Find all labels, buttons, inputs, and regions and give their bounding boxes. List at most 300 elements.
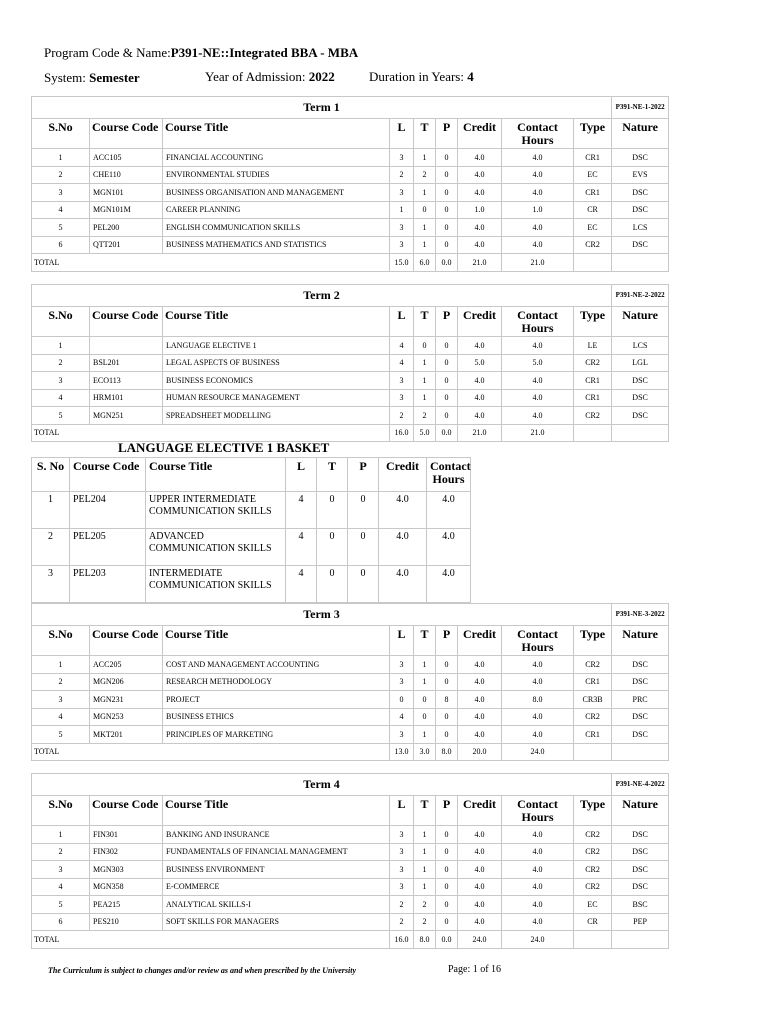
system-value: Semester [89, 70, 140, 85]
table-cell: DSC [612, 826, 669, 844]
column-header: S.No [32, 119, 90, 149]
table-cell: 3 [390, 372, 414, 390]
table-cell: 5.0 [458, 354, 502, 372]
table-row [32, 337, 669, 355]
empty-cell [612, 931, 669, 949]
table-cell: MGN251 [90, 407, 163, 425]
table-cell: LCS [612, 219, 669, 237]
table-row [32, 529, 471, 566]
table-cell: 4.0 [502, 843, 574, 861]
term-title: Term 2 [32, 285, 612, 307]
column-header: L [286, 458, 317, 492]
column-header: Type [574, 307, 612, 337]
column-header: P [436, 626, 458, 656]
table-cell: 2 [414, 913, 436, 931]
table-cell: 4.0 [502, 673, 574, 691]
table-cell: CR1 [574, 149, 612, 167]
table-cell: 4.0 [458, 184, 502, 202]
table-cell: 4.0 [458, 708, 502, 726]
table-cell: 4.0 [458, 149, 502, 167]
table-cell: 2 [390, 913, 414, 931]
column-header: T [414, 307, 436, 337]
duration-value: 4 [467, 69, 474, 84]
table-cell: ENGLISH COMMUNICATION SKILLS [163, 219, 390, 237]
table-cell: DSC [612, 656, 669, 674]
table-cell: 1.0 [502, 201, 574, 219]
column-header: L [390, 626, 414, 656]
table-row [32, 913, 669, 931]
table-cell: 4.0 [458, 896, 502, 914]
table-cell: MGN358 [90, 878, 163, 896]
table-cell: 0 [436, 861, 458, 879]
table-row [32, 354, 669, 372]
table-cell: 6 [32, 913, 90, 931]
table-cell: 4.0 [502, 337, 574, 355]
total-cell: 8.0 [436, 743, 458, 761]
table-cell: LCS [612, 337, 669, 355]
table-cell: 3 [390, 236, 414, 254]
column-header: Course Title [163, 626, 390, 656]
program-value: P391-NE::Integrated BBA - MBA [170, 45, 359, 60]
table-cell: CR2 [574, 843, 612, 861]
table-cell: 4.0 [502, 407, 574, 425]
table-cell: 1 [414, 389, 436, 407]
table-cell: 3 [390, 184, 414, 202]
table-cell: ECO113 [90, 372, 163, 390]
table-cell: 2 [390, 896, 414, 914]
table-cell: CR2 [574, 656, 612, 674]
table-cell: 4 [390, 354, 414, 372]
table-cell: 0 [436, 878, 458, 896]
table-cell: DSC [612, 673, 669, 691]
basket-table [31, 457, 471, 603]
table-cell: 3 [32, 861, 90, 879]
table-cell: MKT201 [90, 726, 163, 744]
table-cell: PEA215 [90, 896, 163, 914]
table-cell: 0 [317, 529, 348, 566]
term-table [31, 603, 669, 761]
table-cell: CR2 [574, 354, 612, 372]
table-cell: 4.0 [502, 708, 574, 726]
table-cell: PEP [612, 913, 669, 931]
column-header: Type [574, 626, 612, 656]
table-cell: CR2 [574, 407, 612, 425]
total-cell: 13.0 [390, 743, 414, 761]
table-cell: 1 [414, 826, 436, 844]
year-line [205, 69, 335, 85]
column-header: P [436, 796, 458, 826]
column-header: T [414, 796, 436, 826]
table-cell: ACC105 [90, 149, 163, 167]
table-cell: 0 [414, 201, 436, 219]
table-cell: 2 [414, 896, 436, 914]
table-cell: PRINCIPLES OF MARKETING [163, 726, 390, 744]
table-cell: 4 [32, 201, 90, 219]
table-cell: CR2 [574, 708, 612, 726]
column-header: Contact Hours [502, 796, 574, 826]
table-cell: 1 [414, 726, 436, 744]
table-cell: 4.0 [502, 656, 574, 674]
table-cell: BUSINESS ECONOMICS [163, 372, 390, 390]
total-cell: 21.0 [502, 254, 574, 272]
table-cell: CAREER PLANNING [163, 201, 390, 219]
table-cell: PES210 [90, 913, 163, 931]
table-cell: EC [574, 166, 612, 184]
table-cell: SPREADSHEET MODELLING [163, 407, 390, 425]
table-row [32, 236, 669, 254]
table-cell: SOFT SKILLS FOR MANAGERS [163, 913, 390, 931]
table-cell: 1 [414, 236, 436, 254]
year-label: Year of Admission: [205, 69, 309, 84]
column-header: T [414, 626, 436, 656]
table-cell: 0 [436, 166, 458, 184]
total-cell: 15.0 [390, 254, 414, 272]
table-cell: 3 [32, 184, 90, 202]
table-cell: 2 [32, 529, 70, 566]
footer-note: The Curriculum is subject to changes and/or review as and when prescribed by the University [48, 966, 357, 975]
table-cell: 3 [32, 691, 90, 709]
table-cell: 4.0 [502, 389, 574, 407]
table-cell: CR3B [574, 691, 612, 709]
table-row [32, 726, 669, 744]
table-cell: 4.0 [502, 149, 574, 167]
table-cell: LEGAL ASPECTS OF BUSINESS [163, 354, 390, 372]
table-cell: 3 [32, 566, 70, 603]
term-header-row [32, 626, 669, 656]
table-row [32, 389, 669, 407]
table-cell: 4.0 [379, 566, 427, 603]
table-cell: 4.0 [458, 826, 502, 844]
total-cell: 0.0 [436, 424, 458, 442]
table-cell: CR2 [574, 861, 612, 879]
term-title-row [32, 604, 669, 626]
table-row [32, 691, 669, 709]
total-cell: 21.0 [458, 254, 502, 272]
table-cell: BANKING AND INSURANCE [163, 826, 390, 844]
table-cell: UPPER INTERMEDIATE COMMUNICATION SKILLS [146, 492, 286, 529]
table-cell: 4.0 [502, 184, 574, 202]
table-cell: 6 [32, 236, 90, 254]
table-cell: 2 [32, 843, 90, 861]
table-cell: 4.0 [379, 492, 427, 529]
total-label: TOTAL [32, 254, 390, 272]
table-cell: 4.0 [427, 529, 471, 566]
term-header-row [32, 796, 669, 826]
table-cell: 1 [414, 861, 436, 879]
table-cell: 4.0 [458, 673, 502, 691]
table-cell: 4.0 [458, 913, 502, 931]
table-row [32, 656, 669, 674]
column-header: Course Code [90, 307, 163, 337]
table-cell: 4 [390, 337, 414, 355]
table-cell: FINANCIAL ACCOUNTING [163, 149, 390, 167]
table-cell: ADVANCED COMMUNICATION SKILLS [146, 529, 286, 566]
table-cell: 4 [32, 708, 90, 726]
table-cell: 4.0 [427, 492, 471, 529]
term-header-row [32, 119, 669, 149]
table-cell: 1 [32, 656, 90, 674]
table-cell: 4.0 [379, 529, 427, 566]
term-table [31, 96, 669, 272]
table-cell: BUSINESS MATHEMATICS AND STATISTICS [163, 236, 390, 254]
table-cell: 3 [390, 878, 414, 896]
total-cell: 6.0 [414, 254, 436, 272]
table-cell: 2 [414, 166, 436, 184]
table-cell: E-COMMERCE [163, 878, 390, 896]
total-cell: 24.0 [502, 931, 574, 949]
table-cell: EC [574, 896, 612, 914]
table-cell: 0 [436, 708, 458, 726]
table-cell: 5 [32, 726, 90, 744]
table-cell: 4.0 [502, 236, 574, 254]
table-cell: 4.0 [502, 166, 574, 184]
table-cell: DSC [612, 726, 669, 744]
term-code: P391-NE-2-2022 [612, 285, 669, 307]
table-cell: 0 [436, 407, 458, 425]
table-cell: 0 [348, 566, 379, 603]
column-header: Course Title [163, 307, 390, 337]
table-cell: 4.0 [458, 337, 502, 355]
table-cell: MGN253 [90, 708, 163, 726]
column-header: P [436, 307, 458, 337]
table-cell: PROJECT [163, 691, 390, 709]
table-cell: MGN231 [90, 691, 163, 709]
table-cell: 0 [436, 726, 458, 744]
total-cell: 5.0 [414, 424, 436, 442]
table-cell: DSC [612, 389, 669, 407]
table-cell: 5 [32, 219, 90, 237]
total-label: TOTAL [32, 743, 390, 761]
table-cell: MGN206 [90, 673, 163, 691]
table-cell: 3 [390, 219, 414, 237]
total-cell: 20.0 [458, 743, 502, 761]
term-table [31, 773, 669, 949]
table-row [32, 673, 669, 691]
table-cell: PEL204 [70, 492, 146, 529]
table-cell: 0 [436, 389, 458, 407]
column-header: P [348, 458, 379, 492]
table-row [32, 708, 669, 726]
table-cell: 4.0 [502, 861, 574, 879]
table-cell: CHE110 [90, 166, 163, 184]
table-cell: BSL201 [90, 354, 163, 372]
total-cell: 16.0 [390, 931, 414, 949]
table-cell: 1 [414, 354, 436, 372]
table-cell: 5.0 [502, 354, 574, 372]
total-cell: 0.0 [436, 931, 458, 949]
column-header: Contact Hours [427, 458, 471, 492]
table-cell: DSC [612, 407, 669, 425]
column-header: L [390, 119, 414, 149]
total-cell: 0.0 [436, 254, 458, 272]
table-cell: 3 [32, 372, 90, 390]
table-cell: 0 [436, 843, 458, 861]
duration-label: Duration in Years: [369, 69, 468, 84]
column-header: Credit [458, 796, 502, 826]
table-cell: PEL205 [70, 529, 146, 566]
table-cell: DSC [612, 149, 669, 167]
empty-cell [612, 424, 669, 442]
table-cell: 0 [436, 673, 458, 691]
term-table [31, 284, 669, 442]
column-header: Nature [612, 626, 669, 656]
total-cell: 21.0 [502, 424, 574, 442]
column-header: Course Code [90, 119, 163, 149]
table-cell: COST AND MANAGEMENT ACCOUNTING [163, 656, 390, 674]
table-cell: 4.0 [458, 656, 502, 674]
total-cell: 16.0 [390, 424, 414, 442]
table-cell: EVS [612, 166, 669, 184]
table-cell: 5 [32, 407, 90, 425]
column-header: Credit [458, 307, 502, 337]
table-cell: BSC [612, 896, 669, 914]
table-row [32, 843, 669, 861]
table-cell: 4.0 [458, 691, 502, 709]
table-cell: 2 [414, 407, 436, 425]
column-header: Credit [379, 458, 427, 492]
column-header: Contact Hours [502, 119, 574, 149]
table-cell: QTT201 [90, 236, 163, 254]
table-row [32, 896, 669, 914]
table-cell: LANGUAGE ELECTIVE 1 [163, 337, 390, 355]
column-header: L [390, 796, 414, 826]
total-cell: 8.0 [414, 931, 436, 949]
table-cell: PEL200 [90, 219, 163, 237]
table-cell: MGN303 [90, 861, 163, 879]
table-cell: HUMAN RESOURCE MANAGEMENT [163, 389, 390, 407]
table-cell: 0 [414, 708, 436, 726]
table-cell: BUSINESS ORGANISATION AND MANAGEMENT [163, 184, 390, 202]
table-cell: 4.0 [502, 726, 574, 744]
table-cell: 4.0 [458, 407, 502, 425]
table-cell: DSC [612, 184, 669, 202]
empty-cell [612, 254, 669, 272]
table-cell: 1 [414, 149, 436, 167]
table-cell: ENVIRONMENTAL STUDIES [163, 166, 390, 184]
table-row [32, 861, 669, 879]
column-header: T [317, 458, 348, 492]
total-row [32, 424, 669, 442]
table-cell: 2 [390, 166, 414, 184]
table-cell: 0 [348, 529, 379, 566]
total-cell: 3.0 [414, 743, 436, 761]
column-header: S.No [32, 307, 90, 337]
table-cell: CR1 [574, 726, 612, 744]
table-cell: 0 [436, 656, 458, 674]
table-cell: 0 [436, 372, 458, 390]
table-cell: CR [574, 201, 612, 219]
table-cell: 4 [286, 492, 317, 529]
table-cell: 4.0 [427, 566, 471, 603]
term-header-row [32, 307, 669, 337]
table-cell: 3 [390, 826, 414, 844]
column-header: Course Code [90, 626, 163, 656]
table-cell [90, 337, 163, 355]
table-cell: 4.0 [458, 372, 502, 390]
table-cell: 0 [436, 149, 458, 167]
term-title: Term 4 [32, 774, 612, 796]
table-cell: 1 [414, 372, 436, 390]
total-cell: 24.0 [458, 931, 502, 949]
table-cell: 1 [390, 201, 414, 219]
column-header: S.No [32, 626, 90, 656]
table-cell: 0 [436, 184, 458, 202]
column-header: Nature [612, 796, 669, 826]
table-cell: 5 [32, 896, 90, 914]
table-cell: 3 [390, 861, 414, 879]
term-title-row [32, 774, 669, 796]
column-header: Type [574, 119, 612, 149]
table-row [32, 878, 669, 896]
table-row [32, 184, 669, 202]
table-cell: 1 [414, 673, 436, 691]
basket-title: LANGUAGE ELECTIVE 1 BASKET [118, 440, 330, 455]
table-cell: LE [574, 337, 612, 355]
page-number: Page: 1 of 16 [448, 964, 502, 975]
table-cell: 4 [286, 566, 317, 603]
term-code: P391-NE-1-2022 [612, 97, 669, 119]
table-cell: CR1 [574, 389, 612, 407]
table-cell: 4.0 [502, 913, 574, 931]
total-cell: 24.0 [502, 743, 574, 761]
table-cell: 0 [436, 236, 458, 254]
table-cell: 1 [414, 878, 436, 896]
table-row [32, 407, 669, 425]
table-cell: ACC205 [90, 656, 163, 674]
empty-cell [574, 424, 612, 442]
table-cell: 0 [414, 691, 436, 709]
table-cell: BUSINESS ENVIRONMENT [163, 861, 390, 879]
empty-cell [574, 743, 612, 761]
table-cell: 1 [32, 149, 90, 167]
table-cell: PRC [612, 691, 669, 709]
year-value: 2022 [308, 69, 335, 84]
column-header: Course Title [146, 458, 286, 492]
table-cell: DSC [612, 843, 669, 861]
table-cell: 8 [436, 691, 458, 709]
table-cell: CR1 [574, 673, 612, 691]
column-header: P [436, 119, 458, 149]
table-cell: 3 [390, 843, 414, 861]
empty-cell [574, 931, 612, 949]
column-header: Course Code [70, 458, 146, 492]
table-cell: PEL203 [70, 566, 146, 603]
total-row [32, 743, 669, 761]
table-cell: 2 [390, 407, 414, 425]
table-cell: 3 [390, 726, 414, 744]
table-cell: 4.0 [458, 389, 502, 407]
table-cell: CR [574, 913, 612, 931]
system-line [44, 70, 140, 86]
table-cell: 2 [32, 673, 90, 691]
table-cell: CR1 [574, 372, 612, 390]
table-cell: 1 [414, 843, 436, 861]
table-cell: EC [574, 219, 612, 237]
term-title-row [32, 97, 669, 119]
column-header: L [390, 307, 414, 337]
column-header: S. No [32, 458, 70, 492]
empty-cell [612, 743, 669, 761]
table-cell: CR2 [574, 826, 612, 844]
column-header: Contact Hours [502, 307, 574, 337]
table-cell: 4.0 [458, 236, 502, 254]
table-cell: 4.0 [502, 896, 574, 914]
table-cell: 0 [436, 354, 458, 372]
table-cell: 0 [436, 201, 458, 219]
table-cell: 0 [436, 896, 458, 914]
table-cell: ANALYTICAL SKILLS-I [163, 896, 390, 914]
table-cell: 4.0 [502, 878, 574, 896]
